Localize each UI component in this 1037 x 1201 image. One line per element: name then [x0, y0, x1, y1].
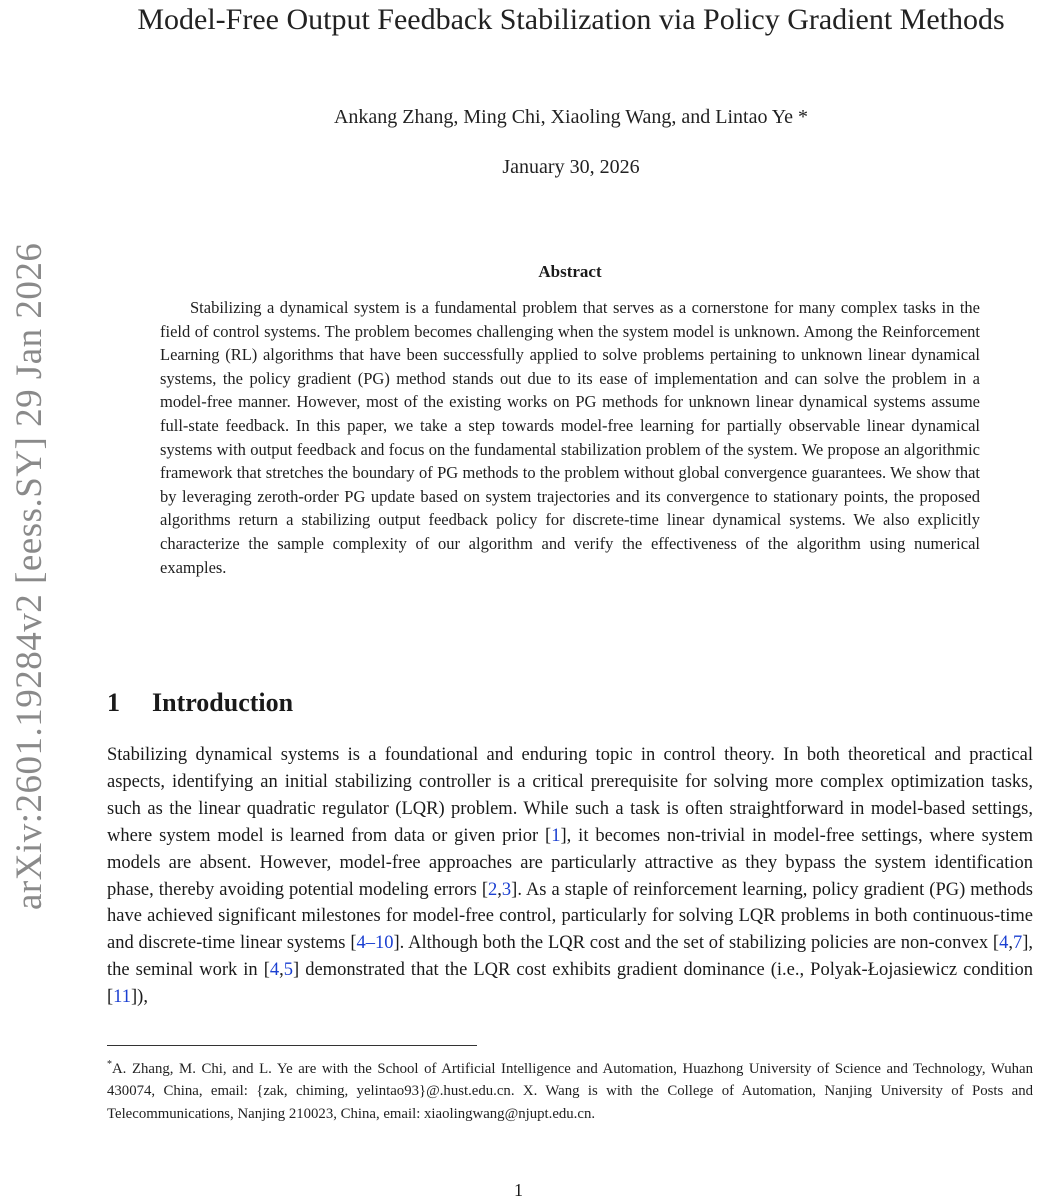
intro-text: ], it becomes non-trivial in model-free settings, where system models are absent. However, model-free approaches are particularly attractive as they bypass the system identification phase, thereby avoiding potential modeling errors [: [107, 825, 1033, 900]
citation-link[interactable]: 1: [551, 825, 561, 846]
intro-text: ], the seminal work in [: [107, 933, 1033, 981]
citation-link[interactable]: 7: [1012, 933, 1023, 954]
intro-text: Stabilizing dynamical systems is a foundational and enduring topic in control theory. In both theoretical and practical aspects, identifying an initial stabilizing controller is a critical prerequisite for solving more complex optimization tasks, such as the linear quadratic regulator (LQR) problem. While such a task is often straightforward in model-based settings, where system model is learned from data or given prior [: [107, 745, 1033, 846]
intro-text: ] demonstrated that the LQR cost exhibits gradient dominance (i.e., Polyak-Łojasiewicz condition [: [107, 960, 1034, 1008]
footnote: [107, 1054, 1033, 1125]
abstract-text: Stabilizing a dynamical system is a fundamental problem that serves as a cornerstone for many complex tasks in the field of control systems. The problem becomes challenging when the system model is unknown. Among the Reinforcement Learning (RL) algorithms that have been successfully applied to solve problems pertaining to unknown linear dynamical systems, the policy gradient (PG) method stands out due to its ease of implementation and can solve the problem in a model-free manner. However, most of the existing works on PG methods for unknown linear dynamical systems assume full-state feedback. In this paper, we take a step towards model-free learning for partially observable linear dynamical systems with output feedback and focus on the fundamental stabilization problem of the system. We propose an algorithmic framework that stretches the boundary of PG methods to the problem without global convergence guarantees. We show that by leveraging zeroth-order PG update based on system trajectories and its convergence to stationary points, the proposed algorithms return a stabilizing output feedback policy for discrete-time linear dynamical systems. We also explicitly characterize the sample complexity of our algorithm and verify the effectiveness of the algorithm using numerical examples.: [160, 298, 980, 577]
abstract-heading: Abstract: [538, 262, 602, 281]
paper-date: January 30, 2026: [502, 156, 640, 178]
intro-text: ]. As a staple of reinforcement learning, policy gradient (PG) methods have achieved significant milestones for model-free control, particularly for solving LQR problems in both continuous-time and discrete-time linear systems [: [107, 879, 1033, 954]
intro-text: ,: [497, 879, 502, 900]
citation-link[interactable]: 11: [113, 987, 131, 1008]
intro-text: ,: [279, 960, 284, 981]
arxiv-identifier-stamp: [8, 210, 50, 910]
section-number: 1: [107, 688, 120, 717]
footnote-divider: [107, 1045, 477, 1046]
section-heading: [107, 688, 607, 718]
paper-authors: Ankang Zhang, Ming Chi, Xiaoling Wang, and Lintao Ye *: [333, 106, 809, 128]
citation-link[interactable]: 5: [283, 960, 294, 981]
page-number: 1: [514, 1180, 523, 1200]
citation-link[interactable]: 4–10: [356, 933, 394, 954]
introduction-paragraph: [107, 742, 1033, 1011]
intro-text: ]. Although both the LQR cost and the set of stabilizing policies are non-convex [: [393, 933, 1000, 954]
section-title: Introduction: [152, 688, 294, 717]
intro-text: ]),: [131, 987, 148, 1008]
citation-link[interactable]: 4: [999, 933, 1009, 954]
footnote-marker: *: [107, 1059, 112, 1070]
citation-link[interactable]: 3: [501, 879, 512, 900]
citation-link[interactable]: 4: [269, 960, 280, 981]
intro-text: ,: [1008, 933, 1013, 954]
footnote-text: A. Zhang, M. Chi, and L. Ye are with the School of Artificial Intelligence and Automation, Huazhong University of Science and Technology, Wuhan 430074, China, email: {zak, chiming, yelintao93}@.hust.edu.cn. X. Wang is with the College of Automation, Nanjing University of Posts and Telecommunications, Nanjing 210023, China, email: xiaolingwang@njupt.edu.cn.: [107, 1060, 1033, 1122]
paper-title: Model-Free Output Feedback Stabilization via Policy Gradient Methods: [137, 3, 1005, 36]
citation-link[interactable]: 2: [488, 879, 498, 900]
arxiv-identifier-text: arXiv:2601.19284v2 [eess.SY] 29 Jan 2026: [9, 242, 50, 910]
